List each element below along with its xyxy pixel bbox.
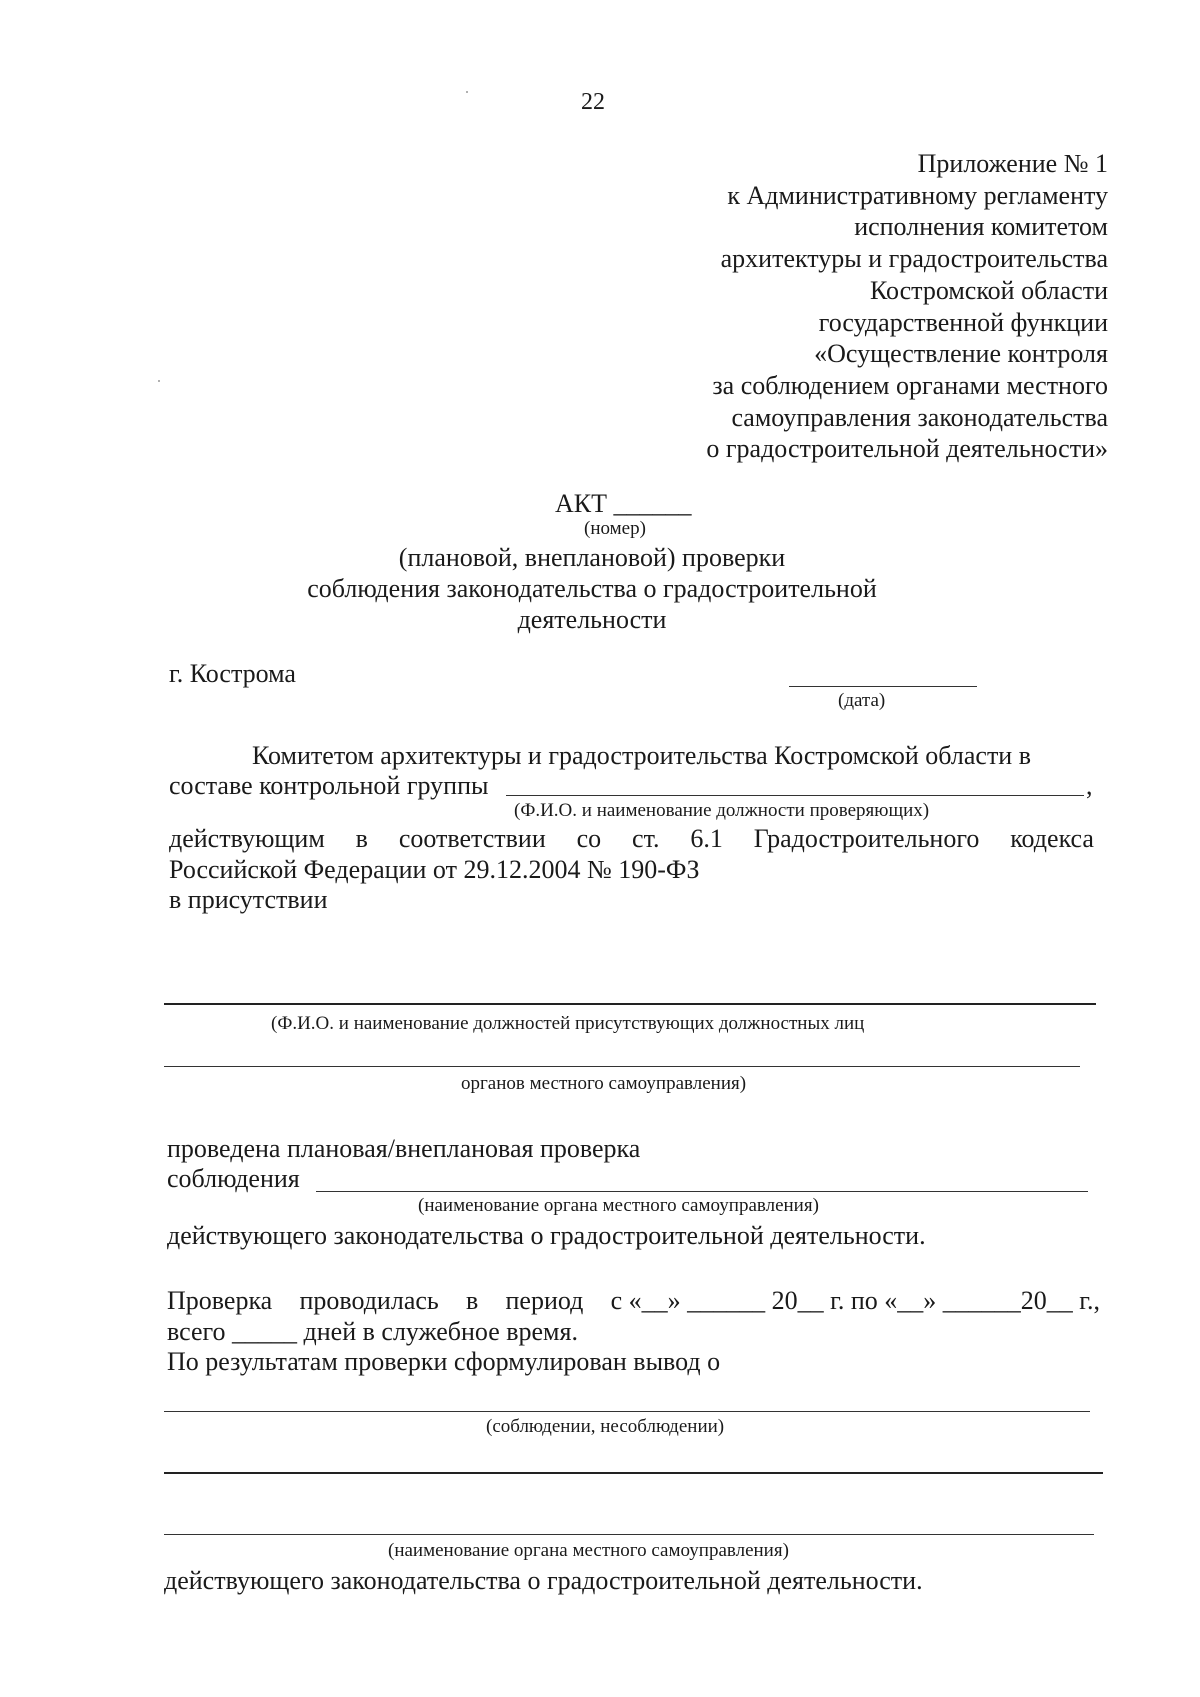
word: в bbox=[355, 824, 368, 853]
inspectors-caption: (Ф.И.О. и наименование должности проверяющих) bbox=[514, 800, 930, 821]
org-field-line bbox=[316, 1191, 1088, 1192]
presence-field-line bbox=[164, 1003, 1096, 1005]
page-number: 22 bbox=[581, 89, 605, 115]
conclusion-caption: (соблюдении, несоблюдении) bbox=[486, 1416, 725, 1437]
paragraph-line: Российской Федерации от 29.12.2004 № 190-ФЗ bbox=[169, 855, 700, 884]
org-caption: (наименование органа местного самоуправления) bbox=[418, 1195, 819, 1216]
appendix-line: Приложение № 1 bbox=[917, 149, 1108, 178]
word: действующим bbox=[169, 824, 325, 853]
word: ст. bbox=[632, 824, 660, 853]
presence-field-line-2 bbox=[164, 1066, 1080, 1067]
act-number-caption: (номер) bbox=[584, 518, 646, 539]
paragraph-line: действующего законодательства о градостроительной деятельности. bbox=[164, 1566, 923, 1595]
scan-speck bbox=[158, 380, 160, 382]
appendix-line: самоуправления законодательства bbox=[731, 402, 1108, 432]
appendix-line: архитектуры и градостроительства bbox=[720, 244, 1108, 274]
word: кодекса bbox=[1010, 824, 1094, 853]
act-subtitle: (плановой, внеплановой) проверки bbox=[398, 543, 786, 572]
word: Проверка bbox=[167, 1286, 273, 1315]
word: период bbox=[505, 1286, 584, 1315]
paragraph-line: Комитетом архитектуры и градостроительства Костромской области в bbox=[252, 741, 1031, 770]
appendix-line: к Административному регламенту bbox=[727, 180, 1108, 210]
act-subtitle: соблюдения законодательства о градостроительной bbox=[307, 574, 877, 603]
conclusion-field-line-2 bbox=[164, 1472, 1103, 1474]
appendix-line: о градостроительной деятельности» bbox=[706, 434, 1108, 464]
paragraph-line: всего _____ дней в служебное время. bbox=[167, 1317, 578, 1346]
appendix-line: «Осуществление контроля bbox=[814, 339, 1108, 369]
paragraph-line: соблюдения bbox=[167, 1164, 300, 1193]
paragraph-line: составе контрольной группы bbox=[169, 771, 489, 800]
org-field-line-2 bbox=[164, 1534, 1094, 1535]
justified-line bbox=[167, 1286, 1100, 1316]
appendix-line: государственной функции bbox=[818, 307, 1108, 337]
paragraph-line: проведена плановая/внеплановая проверка bbox=[167, 1134, 641, 1163]
act-subtitle: деятельности bbox=[517, 605, 667, 634]
appendix-line: за соблюдением органами местного bbox=[712, 370, 1108, 400]
word: в bbox=[465, 1286, 479, 1315]
inspectors-field-line bbox=[506, 795, 1084, 796]
date-field-line bbox=[789, 686, 977, 687]
presence-caption: (Ф.И.О. и наименование должностей присутствующих должностных лиц bbox=[271, 1013, 865, 1034]
word: соответствии bbox=[398, 824, 546, 853]
word: 6.1 bbox=[690, 824, 723, 853]
paragraph-line: в присутствии bbox=[169, 885, 328, 914]
word: проводилась bbox=[299, 1286, 439, 1315]
scan-speck bbox=[466, 91, 468, 93]
act-title: АКТ ______ bbox=[555, 489, 692, 518]
date-caption: (дата) bbox=[838, 690, 886, 711]
comma: , bbox=[1086, 771, 1093, 800]
city: г. Кострома bbox=[169, 659, 296, 688]
paragraph-line: действующего законодательства о градостроительной деятельности. bbox=[167, 1221, 926, 1250]
word: со bbox=[576, 824, 602, 853]
paragraph-line: По результатам проверки сформулирован вывод о bbox=[167, 1347, 721, 1376]
word: Градостроительного bbox=[753, 824, 980, 853]
org-caption: (наименование органа местного самоуправления) bbox=[388, 1540, 789, 1561]
word: с «__» ______ 20__ г. по «__» ______20__ г., bbox=[610, 1286, 1100, 1315]
justified-line bbox=[169, 824, 1094, 854]
appendix-block bbox=[706, 148, 1108, 465]
presence-caption: органов местного самоуправления) bbox=[461, 1073, 747, 1094]
appendix-line: исполнения комитетом bbox=[854, 212, 1108, 242]
appendix-line: Костромской области bbox=[869, 275, 1108, 305]
conclusion-field-line bbox=[164, 1411, 1090, 1412]
